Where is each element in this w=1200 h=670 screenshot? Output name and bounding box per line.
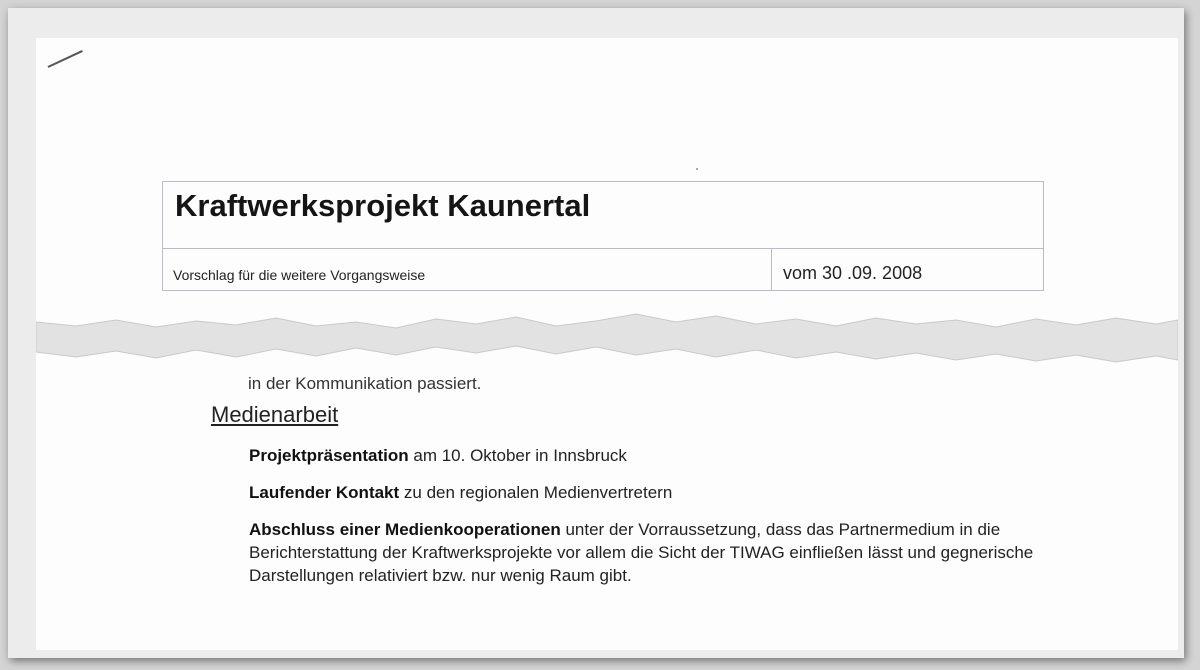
header-column-divider bbox=[771, 248, 772, 290]
document-page bbox=[36, 38, 1178, 650]
pen-mark bbox=[48, 50, 83, 68]
document-date: vom 30 .09. 2008 bbox=[783, 263, 923, 283]
item-text: unter der Vorraussetzung, dass das Partnermedium in die Berichterstattung der Kraftwerksprojekte vor allem die Sicht der TIWAG einfließen lässt und gegnerische Darstellungen relativiert bzw. nur wenig Raum gibt. bbox=[249, 520, 1034, 585]
item-heading: Laufender Kontakt bbox=[249, 483, 400, 502]
document-subtitle: Vorschlag für die weitere Vorgangsweise bbox=[173, 267, 426, 283]
item-heading: Projektpräsentation bbox=[249, 446, 409, 465]
list-item bbox=[249, 518, 1049, 587]
list-item bbox=[249, 481, 1049, 504]
scan-frame bbox=[8, 8, 1184, 658]
text-fragment: in der Kommunikation passiert. bbox=[248, 374, 482, 393]
list-item bbox=[249, 444, 1049, 467]
document-header bbox=[162, 181, 1044, 291]
item-heading: Abschluss einer Medienkooperationen bbox=[249, 520, 561, 539]
section-title: Medienarbeit bbox=[211, 402, 339, 427]
torn-paper-edge bbox=[36, 300, 1178, 380]
scan-speck bbox=[696, 168, 698, 170]
item-text: am 10. Oktober in Innsbruck bbox=[408, 446, 627, 465]
item-text: zu den regionalen Medienvertretern bbox=[399, 483, 673, 502]
header-divider bbox=[163, 248, 1043, 249]
document-title: Kraftwerksprojekt Kaunertal bbox=[175, 188, 591, 223]
